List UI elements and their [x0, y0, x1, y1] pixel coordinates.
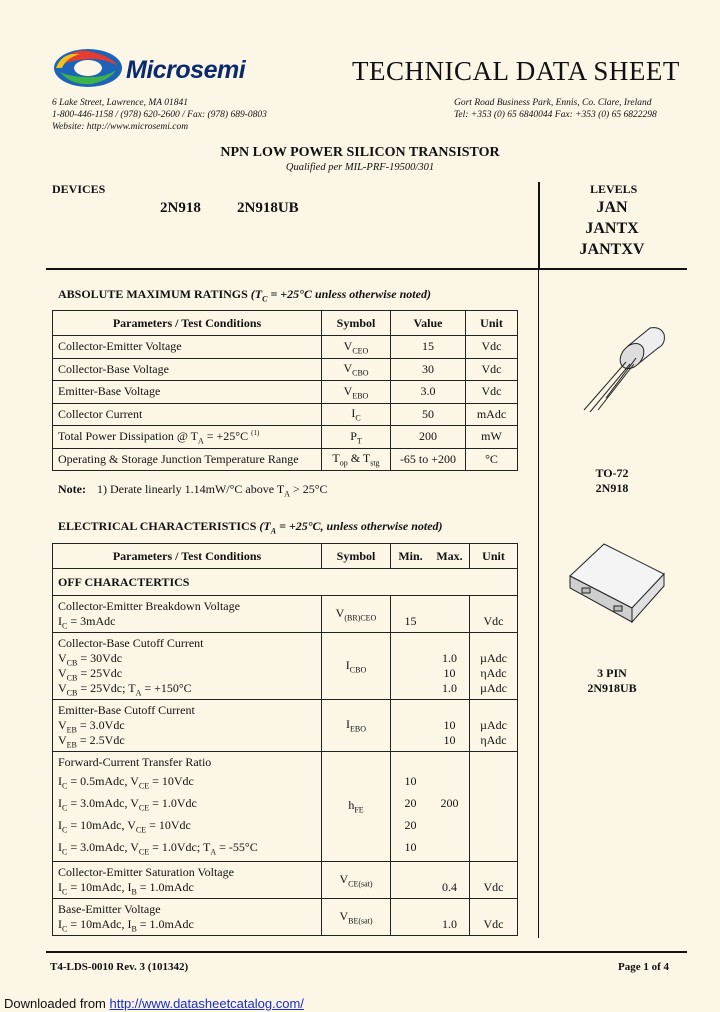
- footer-doc-id: T4-LDS-0010 Rev. 3 (101342): [50, 961, 189, 973]
- test-condition: $V_{CB} = 30Vdc$: [58, 651, 123, 668]
- param-cell: [53, 899, 322, 936]
- unit-value: ηAdc: [480, 733, 507, 747]
- max-cell: [430, 596, 470, 633]
- unit-value: [472, 599, 515, 614]
- param-title: Forward-Current Transfer Ratio: [58, 755, 212, 769]
- min-value: [393, 865, 428, 880]
- value-cell: 50: [391, 403, 466, 426]
- max-value: 0.4: [442, 880, 457, 894]
- min-value: [393, 755, 428, 770]
- abs-max-row: [53, 336, 518, 359]
- min-value: 15: [404, 614, 417, 628]
- unit-cell: [470, 633, 518, 700]
- param-cell: Operating & Storage Junction Temperature Range: [53, 448, 322, 471]
- param-cell: [53, 633, 322, 700]
- symbol-cell: $V_{EBO}$: [322, 381, 391, 404]
- unit-cell: [470, 862, 518, 899]
- param-title: Base-Emitter Voltage: [58, 902, 161, 916]
- unit-value: µAdc: [480, 681, 507, 695]
- symbol-cell: $V_{(BR)CEO}$: [322, 596, 391, 633]
- symbol-cell: $I_{EBO}$: [322, 700, 391, 752]
- abs-max-row: [53, 403, 518, 426]
- max-cell: [430, 633, 470, 700]
- levels-label: LEVELS: [590, 182, 638, 196]
- unit-cell: mW: [466, 426, 518, 449]
- download-notice: [4, 996, 304, 1011]
- elec-table: [52, 543, 518, 936]
- param-cell: Total Power Dissipation @ $T_A = +25^\circ C$ $^{(1)}$: [53, 426, 322, 449]
- col-header-symbol: Symbol: [322, 311, 391, 336]
- us-address: [52, 97, 267, 133]
- abs-max-note: [58, 482, 328, 498]
- section-off-characteristics: OFF CHARACTERTICS: [53, 569, 518, 596]
- level-jan: JAN: [596, 199, 628, 216]
- max-value: [432, 814, 467, 836]
- min-value: [393, 917, 428, 932]
- max-value: 1.0: [442, 681, 457, 695]
- ie-address-line1: Gort Road Business Park, Ennis, Co. Clare, Ireland: [454, 98, 652, 108]
- elec-row: [53, 633, 518, 700]
- param-title: Collector-Base Cutoff Current: [58, 636, 204, 650]
- unit-cell: mAdc: [466, 403, 518, 426]
- package-ub-part: 2N918UB: [587, 681, 637, 695]
- param-cell: Collector Current: [53, 403, 322, 426]
- package-ub-name: 3 PIN: [597, 666, 627, 680]
- us-address-line1: 6 Lake Street, Lawrence, MA 01841: [52, 98, 189, 108]
- max-cell: [430, 752, 470, 862]
- symbol-cell: $I_C$: [322, 403, 391, 426]
- ie-address-line2: Tel: +353 (0) 65 6840044 Fax: +353 (0) 65 6822298: [454, 110, 657, 120]
- unit-cell: [470, 700, 518, 752]
- min-value: 10: [404, 774, 417, 788]
- max-value: 10: [443, 718, 456, 732]
- col-header-parameters: Parameters / Test Conditions: [53, 311, 322, 336]
- max-cell: [430, 700, 470, 752]
- min-value: [393, 703, 428, 718]
- elec-row: [53, 899, 518, 936]
- unit-cell: [470, 596, 518, 633]
- level-jantxv: JANTXV: [579, 241, 645, 258]
- doc-title: TECHNICAL DATA SHEET: [352, 56, 680, 86]
- min-cell: [391, 633, 431, 700]
- unit-cell: [470, 899, 518, 936]
- param-cell: Emitter-Base Voltage: [53, 381, 322, 404]
- value-cell: 3.0: [391, 381, 466, 404]
- package-to72-name: TO-72: [595, 466, 629, 480]
- param-title: Emitter-Base Cutoff Current: [58, 703, 195, 717]
- abs-max-row: [53, 448, 518, 471]
- symbol-cell: $V_{CE(sat)}$: [322, 862, 391, 899]
- param-cell: Collector-Emitter Voltage: [53, 336, 322, 359]
- unit-value: µAdc: [480, 651, 507, 665]
- min-value: [393, 666, 428, 681]
- value-cell: -65 to +200: [391, 448, 466, 471]
- max-value: [432, 703, 467, 718]
- website: Website: http://www.microsemi.com: [52, 122, 189, 132]
- max-cell: [430, 899, 470, 936]
- ireland-address: [454, 97, 657, 121]
- us-address-line2: 1-800-446-1158 / (978) 620-2600 / Fax: (978) 689-0803: [52, 110, 267, 120]
- right-column-divider: [538, 270, 539, 938]
- abs-max-row: [53, 426, 518, 449]
- param-cell: [53, 752, 322, 862]
- param-title: Collector-Emitter Breakdown Voltage: [58, 599, 240, 613]
- unit-cell: Vdc: [466, 336, 518, 359]
- col-header-unit: Unit: [466, 311, 518, 336]
- download-label: Downloaded from: [4, 996, 110, 1011]
- value-cell: 30: [391, 358, 466, 381]
- symbol-cell: $V_{BE(sat)}$: [322, 899, 391, 936]
- test-condition: $V_{EB} = 2.5Vdc$: [58, 733, 125, 750]
- min-value: [393, 718, 428, 733]
- min-cell: [391, 862, 431, 899]
- product-title: NPN LOW POWER SILICON TRANSISTOR: [220, 145, 500, 160]
- max-value: 10: [443, 666, 456, 680]
- abs-max-table: [52, 310, 518, 471]
- symbol-cell: $I_{CBO}$: [322, 633, 391, 700]
- col-header-min: Min.: [391, 544, 431, 569]
- unit-value: [472, 836, 515, 858]
- devices-label: DEVICES: [52, 182, 106, 196]
- elec-title: ELECTRICAL CHARACTERISTICS: [58, 519, 257, 533]
- col-header-max: Max.: [430, 544, 470, 569]
- param-title: Collector-Emitter Saturation Voltage: [58, 865, 234, 879]
- param-cell: [53, 596, 322, 633]
- device-2n918: 2N918: [160, 200, 201, 216]
- min-value: [393, 681, 428, 696]
- max-value: [432, 614, 467, 629]
- unit-cell: [470, 752, 518, 862]
- param-cell: [53, 700, 322, 752]
- logo-wordmark: Microsemi: [126, 56, 246, 84]
- unit-value: [472, 865, 515, 880]
- elec-heading: [58, 519, 443, 535]
- to72-package-icon: [572, 318, 672, 418]
- symbol-cell: $h_{FE}$: [322, 752, 391, 862]
- company-logo: [52, 46, 252, 90]
- abs-max-row: [53, 381, 518, 404]
- min-value: [393, 636, 428, 651]
- symbol-cell: $T_{op}$ & $T_{stg}$: [322, 448, 391, 471]
- value-cell: 200: [391, 426, 466, 449]
- elec-conditions: ($T_A = +25^\circ C$, unless otherwise noted): [259, 519, 443, 536]
- min-value: [393, 733, 428, 748]
- footer-rule: [46, 951, 687, 953]
- min-value: [393, 599, 428, 614]
- qualified-spec: Qualified per MIL-PRF-19500/301: [285, 162, 435, 173]
- test-condition: $I_C$ = 0.5mAdc, $V_{CE} = 10Vdc$: [58, 774, 194, 791]
- microsemi-logo-icon: [52, 46, 124, 90]
- unit-value: Vdc: [483, 880, 504, 894]
- test-condition: $I_C$ = 10mAdc, $I_B$ = 1.0mAdc: [58, 880, 194, 897]
- min-value: [393, 651, 428, 666]
- max-value: 10: [443, 733, 456, 747]
- col-header-symbol: Symbol: [322, 544, 391, 569]
- test-condition: $V_{CB} = 25Vdc$; $T_A = +150^\circ C$: [58, 681, 192, 698]
- col-header-value: Value: [391, 311, 466, 336]
- note-text: 1) Derate linearly 1.14mW/°C above $T_A > 25^\circ C$: [96, 482, 328, 499]
- download-link[interactable]: http://www.datasheetcatalog.com/: [109, 996, 304, 1011]
- elec-row: [53, 862, 518, 899]
- max-value: [432, 599, 467, 614]
- test-condition: $I_C$ = 3.0mAdc, $V_{CE} = 1.0Vdc$: [58, 796, 197, 813]
- min-value: [393, 902, 428, 917]
- test-condition: $I_C$ = 10mAdc, $I_B$ = 1.0mAdc: [58, 917, 194, 934]
- min-cell: [391, 700, 431, 752]
- min-cell: [391, 899, 431, 936]
- unit-value: [472, 755, 515, 770]
- unit-value: [472, 902, 515, 917]
- min-value: [393, 880, 428, 895]
- elec-row: [53, 700, 518, 752]
- level-jantx: JANTX: [585, 220, 639, 237]
- test-condition: $I_C$ = 3mAdc: [58, 614, 116, 631]
- max-value: 200: [440, 796, 459, 810]
- col-header-parameters: Parameters / Test Conditions: [53, 544, 322, 569]
- ub-package-icon: [566, 538, 670, 626]
- unit-cell: Vdc: [466, 381, 518, 404]
- abs-max-heading: [58, 287, 431, 303]
- unit-value: [472, 792, 515, 814]
- param-cell: Collector-Base Voltage: [53, 358, 322, 381]
- max-value: [432, 902, 467, 917]
- param-cell: [53, 862, 322, 899]
- min-value: 20: [404, 818, 417, 832]
- max-value: [432, 770, 467, 792]
- elec-row: [53, 596, 518, 633]
- unit-cell: Vdc: [466, 358, 518, 381]
- max-value: [432, 836, 467, 858]
- max-value: [432, 755, 467, 770]
- symbol-cell: $V_{CBO}$: [322, 358, 391, 381]
- unit-value: Vdc: [483, 917, 504, 931]
- test-condition: $V_{EB} = 3.0Vdc$: [58, 718, 125, 735]
- test-condition: $I_C$ = 10mAdc, $V_{CE} = 10Vdc$: [58, 818, 191, 835]
- min-cell: [391, 596, 431, 633]
- value-cell: 15: [391, 336, 466, 359]
- abs-max-title: ABSOLUTE MAXIMUM RATINGS: [58, 287, 248, 301]
- unit-value: µAdc: [480, 718, 507, 732]
- unit-value: [472, 703, 515, 718]
- unit-value: ηAdc: [480, 666, 507, 680]
- note-label: Note:: [58, 482, 86, 496]
- package-to72-part: 2N918: [595, 481, 629, 495]
- symbol-cell: $V_{CEO}$: [322, 336, 391, 359]
- max-value: 1.0: [442, 651, 457, 665]
- unit-cell: °C: [466, 448, 518, 471]
- max-value: 1.0: [442, 917, 457, 931]
- abs-max-row: [53, 358, 518, 381]
- test-condition: $I_C$ = 3.0mAdc, $V_{CE} = 1.0Vdc$; $T_A = -55^\circ C$: [58, 840, 258, 857]
- max-cell: [430, 862, 470, 899]
- symbol-cell: $P_T$: [322, 426, 391, 449]
- min-cell: [391, 752, 431, 862]
- device-2n918ub: 2N918UB: [237, 200, 299, 216]
- unit-value: [472, 636, 515, 651]
- test-condition: $V_{CB} = 25Vdc$: [58, 666, 123, 683]
- min-value: 20: [404, 796, 417, 810]
- col-header-unit: Unit: [470, 544, 518, 569]
- max-value: [432, 865, 467, 880]
- elec-row: [53, 752, 518, 862]
- header-rule: [46, 268, 687, 270]
- footer-page-number: Page 1 of 4: [618, 961, 670, 973]
- abs-max-conditions: ($T_C = +25^\circ C$ unless otherwise noted): [250, 287, 431, 304]
- unit-value: Vdc: [483, 614, 504, 628]
- unit-value: [472, 814, 515, 836]
- unit-value: [472, 770, 515, 792]
- max-value: [432, 636, 467, 651]
- min-value: 10: [404, 840, 417, 854]
